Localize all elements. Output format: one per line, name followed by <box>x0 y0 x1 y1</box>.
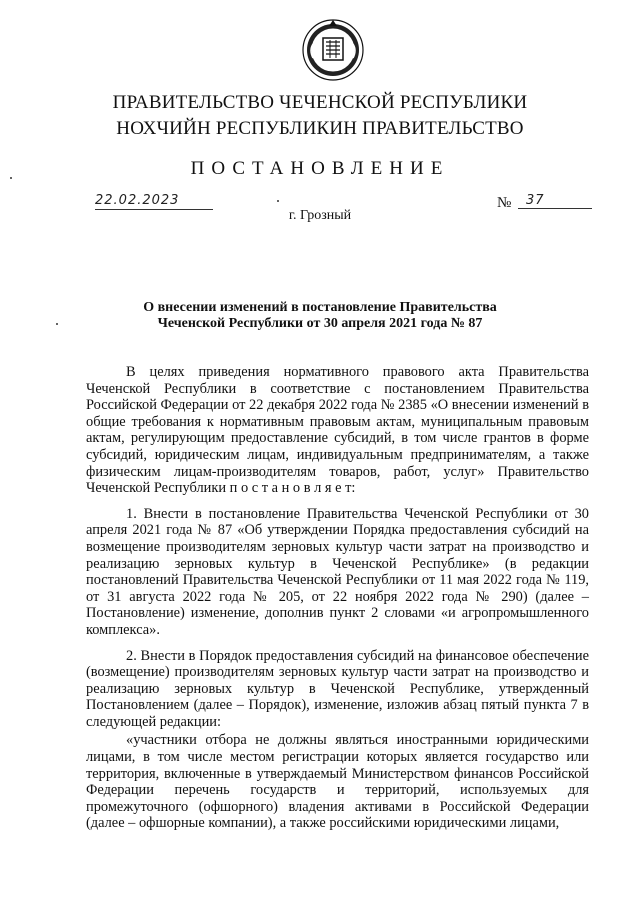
number-label: № <box>497 195 512 211</box>
scan-speck <box>277 200 279 202</box>
subject-line-2: Чеченской Республики от 30 апреля 2021 года № 87 <box>157 316 483 331</box>
clause-2-paragraph: 2. Внести в Порядок предоставления субсидий на финансовое обеспечение (возмещение) производителям зерновых культур части затрат на производство и реализацию зерновых культур в Чеченской Республике, утвержденный Постановлением (далее – Порядок), изменение, изложив абзац пятый пункта 7 в следующей редакции: <box>86 647 589 730</box>
coat-of-arms-icon <box>301 16 365 82</box>
preamble-text: В целях приведения нормативного правового акта Правительства Чеченской Республики в соответствие с постановлением Правительства Российской Федерации от 22 декабря 2022 года № 2385 «О внесении изменений в общие требования к нормативным правовым актам, муниципальным правовым актам, регулирующим предоставление субсидий, в том числе грантов в форме субсидий, юридическим лицам, индивидуальным предпринимателям, а также физическим лицам-производителям товаров, работ, услуг» Правительство Чеченской Республики <box>86 364 589 497</box>
scan-speck <box>56 323 58 325</box>
preamble-paragraph <box>86 364 589 497</box>
document-subject <box>0 300 640 332</box>
decree-word: п о с т а н о в л я е т: <box>229 480 356 497</box>
document-body <box>86 364 589 841</box>
document-type: ПОСТАНОВЛЕНИЕ <box>190 158 450 179</box>
document-date: 22.02.2023 <box>95 193 213 210</box>
scan-speck <box>10 177 12 179</box>
government-title-ru: ПРАВИТЕЛЬСТВО ЧЕЧЕНСКОЙ РЕСПУБЛИКИ <box>112 92 528 113</box>
clause-1-paragraph: 1. Внести в постановление Правительства Чеченской Республики от 30 апреля 2021 года № 87 «Об утверждении Порядка предоставления субсидий на возмещение производителям зерновых культур части затрат на производство и реализацию зерновых культур в Чеченской Республике» (в редакции постановлений Правительства Чеченской Республики от 11 мая 2022 года № 119, от 31 августа 2022 года № 205, от 22 ноября 2022 года № 290) (далее – Постановление) изменение, дополнив пункт 2 словами «и агропромышленного комплекса». <box>86 505 589 638</box>
document-number: 37 <box>518 193 592 209</box>
government-title-ce: НОХЧИЙН РЕСПУБЛИКИН ПРАВИТЕЛЬСТВО <box>116 118 524 139</box>
document-city: г. Грозный <box>288 208 352 223</box>
subject-line-1: О внесении изменений в постановление Правительства <box>143 300 497 315</box>
quoted-paragraph: «участники отбора не должны являться иностранными юридическими лицами, в том числе местом регистрации которых является государство или территория, включенные в утверждаемый Министерством финансов Российской Федерации перечень государств и территорий, используемых для промежуточного (офшорного) владения активами в Российской Федерации (далее – офшорные компании), а также российскими юридическими лицами, <box>86 732 589 832</box>
